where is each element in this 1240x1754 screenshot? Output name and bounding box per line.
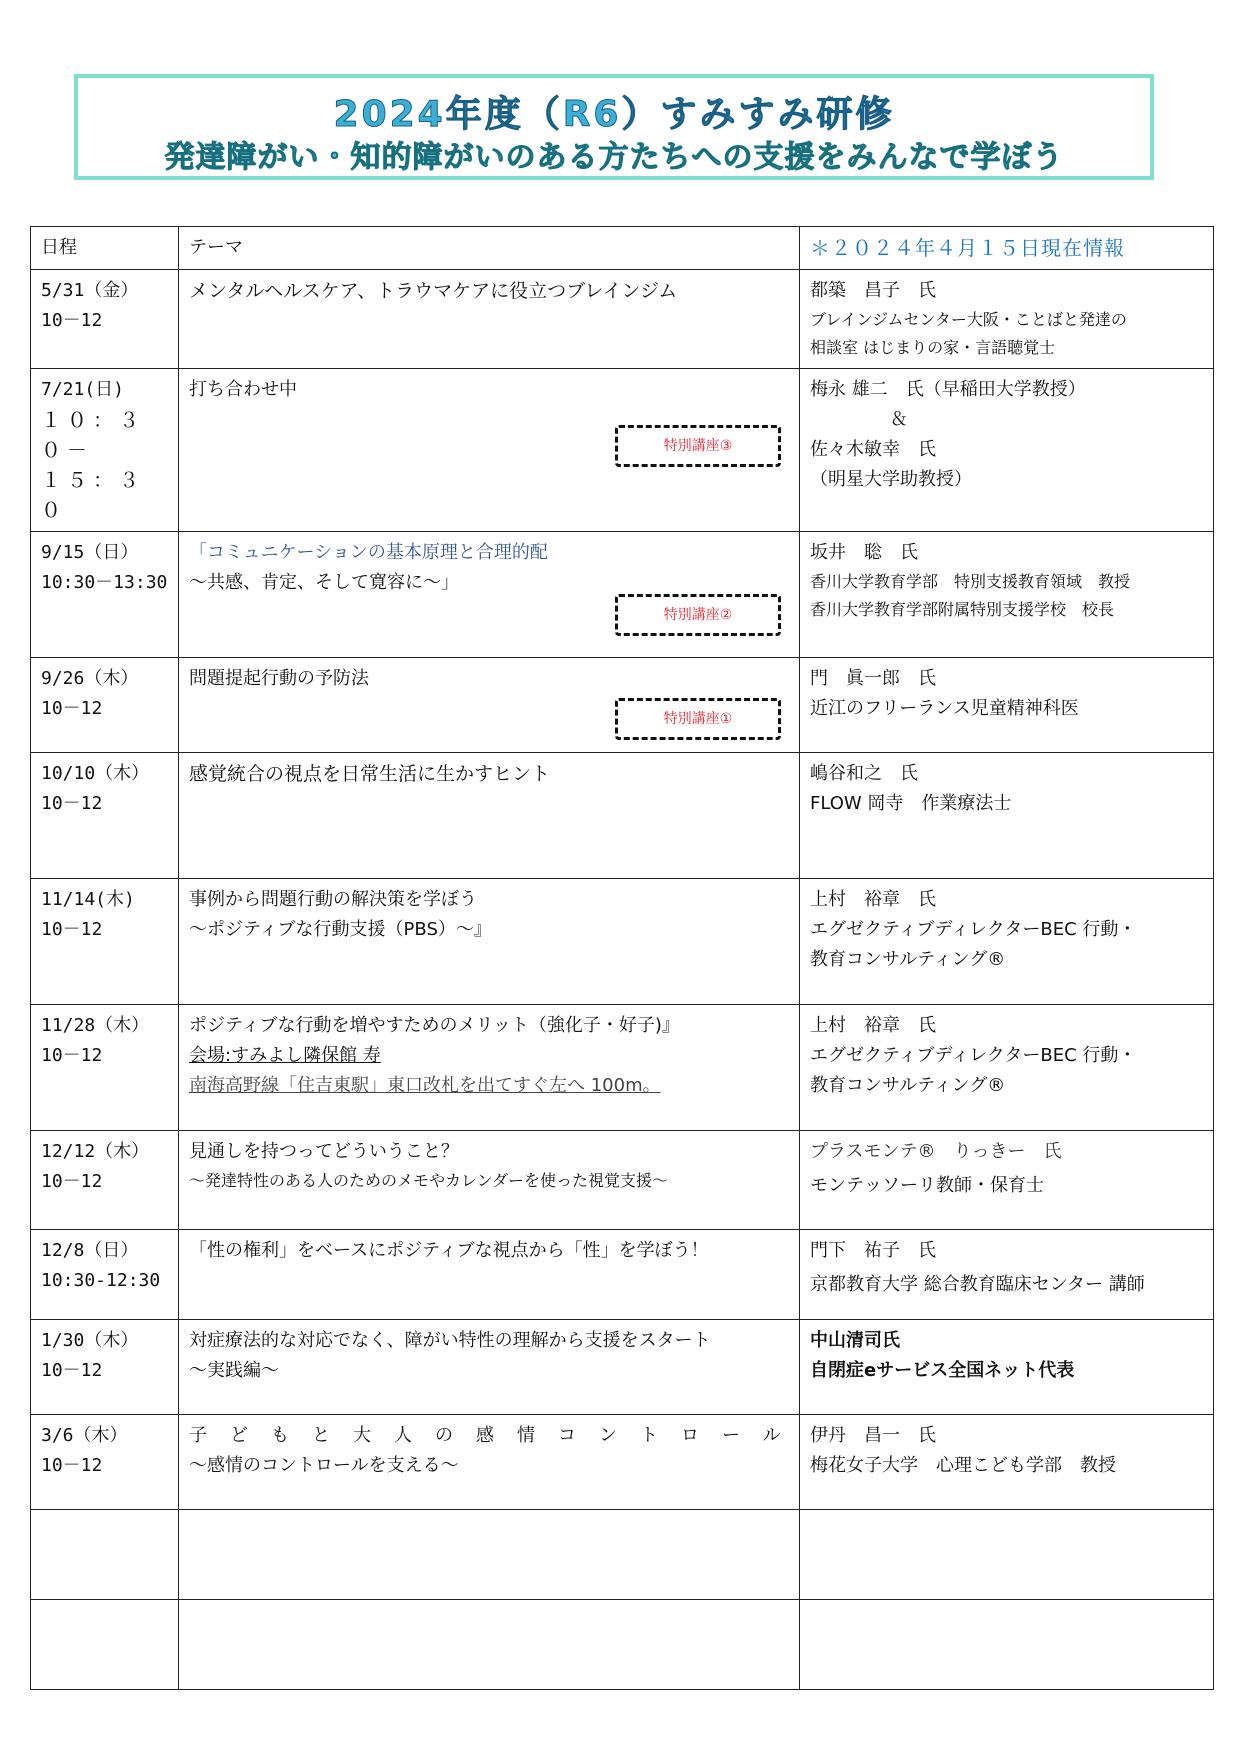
speaker-name: 上村 裕章 氏 <box>810 889 936 910</box>
speaker-affiliation: 教育コンサルティング® <box>810 1075 1006 1096</box>
table-row <box>31 658 1214 753</box>
table-row <box>31 1230 1214 1320</box>
date: 7/21(日) <box>41 379 125 400</box>
speaker-cell <box>800 879 1214 1005</box>
speaker-affiliation: 自閉症eサービス全国ネット代表 <box>810 1360 1075 1381</box>
time: 10－12 <box>41 698 103 719</box>
speaker-name: 嶋谷和之 氏 <box>810 763 918 784</box>
date: 11/28（木） <box>41 1015 150 1036</box>
date: 10/10（木） <box>41 763 150 784</box>
empty-cell <box>179 1600 800 1690</box>
theme-cell <box>179 369 800 532</box>
date-cell <box>31 1131 179 1230</box>
page-title: 2024年度（R6）すみすみ研修 <box>333 94 895 135</box>
theme-line: 見通しを持つってどういうこと？ <box>189 1141 459 1162</box>
theme-line: 問題提起行動の予防法 <box>189 668 369 689</box>
speaker-ampersand: ＆ <box>890 409 908 430</box>
speaker-name: 門 眞一郎 氏 <box>810 668 936 689</box>
empty-row <box>31 1600 1214 1690</box>
empty-cell <box>179 1510 800 1600</box>
theme-cell <box>179 658 800 753</box>
empty-cell <box>800 1600 1214 1690</box>
time: 10:30－13:30 <box>41 572 168 593</box>
date-cell <box>31 658 179 753</box>
time: 10－12 <box>41 1045 103 1066</box>
theme-line: 事例から問題行動の解決策を学ぼう <box>189 889 477 910</box>
special-lecture-badge: 特別講座③ <box>615 425 781 467</box>
speaker-name: 都築 昌子 氏 <box>810 280 936 301</box>
theme-line: ～発達特性のある人のためのメモやカレンダーを使った視覚支援～ <box>189 1171 668 1190</box>
speaker-affiliation: （明星大学助教授） <box>810 469 972 490</box>
date: 1/30（木） <box>41 1330 139 1351</box>
date-cell <box>31 1005 179 1131</box>
speaker-affiliation: ブレインジムセンター大阪・ことばと発達の <box>810 310 1127 329</box>
time: 10－12 <box>41 919 103 940</box>
speaker-cell <box>800 532 1214 658</box>
speaker-affiliation: 京都教育大学 総合教育臨床センター 講師 <box>810 1274 1145 1295</box>
theme-line: 感覚統合の視点を日常生活に生かすヒント <box>189 763 551 785</box>
date-cell <box>31 1415 179 1510</box>
date-cell <box>31 270 179 369</box>
theme-cell <box>179 1005 800 1131</box>
empty-cell <box>31 1510 179 1600</box>
special-lecture-badge: 特別講座① <box>615 698 781 740</box>
speaker-name: 門下 祐子 氏 <box>810 1240 936 1261</box>
theme-line: 「性の権利」をベースにポジティブな視点から「性」を学ぼう！ <box>189 1240 709 1261</box>
empty-cell <box>31 1600 179 1690</box>
speaker-name: 上村 裕章 氏 <box>810 1015 936 1036</box>
theme-line: 打ち合わせ中 <box>189 379 297 400</box>
header-date: 日程 <box>31 227 179 270</box>
theme-cell <box>179 1320 800 1415</box>
speaker-name: 坂井 聡 氏 <box>810 542 918 563</box>
date-cell <box>31 1320 179 1415</box>
theme-cell <box>179 753 800 879</box>
table-row <box>31 532 1214 658</box>
speaker-affiliation: エグゼクティブディレクターBEC 行動・ <box>810 919 1137 940</box>
speaker-affiliation: 梅花女子大学 心理こども学部 教授 <box>810 1455 1116 1476</box>
speaker-cell <box>800 753 1214 879</box>
speaker-name: 佐々木敏幸 氏 <box>810 439 936 460</box>
table-row <box>31 1415 1214 1510</box>
table-row <box>31 753 1214 879</box>
theme-cell <box>179 270 800 369</box>
theme-line: メンタルヘルスケア、トラウマケアに役立つブレインジム <box>189 280 678 302</box>
time-start: １０：３０－ <box>41 408 145 462</box>
speaker-affiliation: 相談室 はじまりの家・言語聴覚士 <box>810 338 1056 357</box>
special-lecture-badge: 特別講座② <box>615 594 781 636</box>
page-subtitle: 発達障がい・知的障がいのある方たちへの支援をみんなで学ぼう <box>164 140 1064 175</box>
theme-cell <box>179 532 800 658</box>
title-banner <box>74 74 1154 180</box>
speaker-cell <box>800 270 1214 369</box>
header-as-of: ＊２０２４年４月１５日現在情報 <box>800 227 1214 270</box>
speaker-cell <box>800 1320 1214 1415</box>
schedule-table <box>30 226 1214 1690</box>
speaker-cell <box>800 1415 1214 1510</box>
date: 9/15（日） <box>41 542 139 563</box>
table-row <box>31 270 1214 369</box>
time: 10－12 <box>41 1455 103 1476</box>
time: 10－12 <box>41 793 103 814</box>
speaker-name: プラスモンテ® りっきー 氏 <box>810 1141 1062 1162</box>
table-row <box>31 1320 1214 1415</box>
speaker-name: 伊丹 昌一 氏 <box>810 1425 936 1446</box>
date: 5/31（金） <box>41 280 139 301</box>
time: 10－12 <box>41 310 103 331</box>
date-cell <box>31 753 179 879</box>
table-row <box>31 1005 1214 1131</box>
date-cell <box>31 879 179 1005</box>
time-end: １５：３０ <box>41 468 145 522</box>
speaker-affiliation: 香川大学教育学部 特別支援教育領域 教授 <box>810 572 1131 591</box>
theme-line: ～共感、肯定、そして寛容に～」 <box>189 572 459 593</box>
table-row <box>31 879 1214 1005</box>
date-cell <box>31 532 179 658</box>
empty-row <box>31 1510 1214 1600</box>
date: 9/26（木） <box>41 668 139 689</box>
theme-cell <box>179 1230 800 1320</box>
date-cell <box>31 369 179 532</box>
speaker-affiliation: モンテッソーリ教師・保育士 <box>810 1175 1044 1196</box>
theme-cell <box>179 1415 804 1510</box>
speaker-name: 中山清司氏 <box>810 1330 900 1351</box>
venue-directions: 南海高野線「住吉東駅」東口改札を出てすぐ左へ 100m。 <box>189 1075 661 1096</box>
date: 12/8（日） <box>41 1240 139 1261</box>
speaker-cell <box>800 1131 1214 1230</box>
date: 12/12（木） <box>41 1141 150 1162</box>
speaker-cell <box>800 1230 1214 1320</box>
speaker-affiliation: 教育コンサルティング® <box>810 949 1006 970</box>
theme-line: 「コミュニケーションの基本原理と合理的配 <box>189 542 548 563</box>
theme-line: ポジティブな行動を増やすためのメリット（強化子・好子)』 <box>189 1015 680 1036</box>
time: 10－12 <box>41 1360 103 1381</box>
header-theme: テーマ <box>179 227 800 270</box>
header-row <box>31 227 1214 270</box>
empty-cell <box>800 1510 1214 1600</box>
theme-line: ～ポジティブな行動支援（PBS）～』 <box>189 919 492 940</box>
speaker-affiliation: 近江のフリーランス児童精神科医 <box>810 698 1079 719</box>
theme-line: ～実践編～ <box>189 1360 279 1381</box>
speaker-affiliation: FLOW 岡寺 作業療法士 <box>810 793 1012 814</box>
theme-line: ～感情のコントロールを支える～ <box>189 1455 459 1476</box>
date-cell <box>31 1230 179 1320</box>
speaker-name: 梅永 雄二 氏（早稲田大学教授） <box>810 379 1086 400</box>
date: 11/14(木) <box>41 889 135 910</box>
theme-cell <box>179 1131 800 1230</box>
speaker-affiliation: エグゼクティブディレクターBEC 行動・ <box>810 1045 1137 1066</box>
time: 10:30-12:30 <box>41 1270 161 1291</box>
date: 3/6（木） <box>41 1425 128 1446</box>
theme-line: 対症療法的な対応でなく、障がい特性の理解から支援をスタート <box>189 1330 711 1351</box>
theme-line: 子どもと大人の感情コントロール <box>189 1425 804 1446</box>
speaker-cell <box>800 1005 1214 1131</box>
venue: 会場:すみよし隣保館 寿 <box>189 1045 381 1066</box>
speaker-cell <box>800 369 1214 532</box>
table-row <box>31 369 1214 532</box>
time: 10－12 <box>41 1171 103 1192</box>
theme-cell <box>179 879 800 1005</box>
speaker-cell <box>800 658 1214 753</box>
speaker-affiliation: 香川大学教育学部附属特別支援学校 校長 <box>810 600 1115 619</box>
table-row <box>31 1131 1214 1230</box>
